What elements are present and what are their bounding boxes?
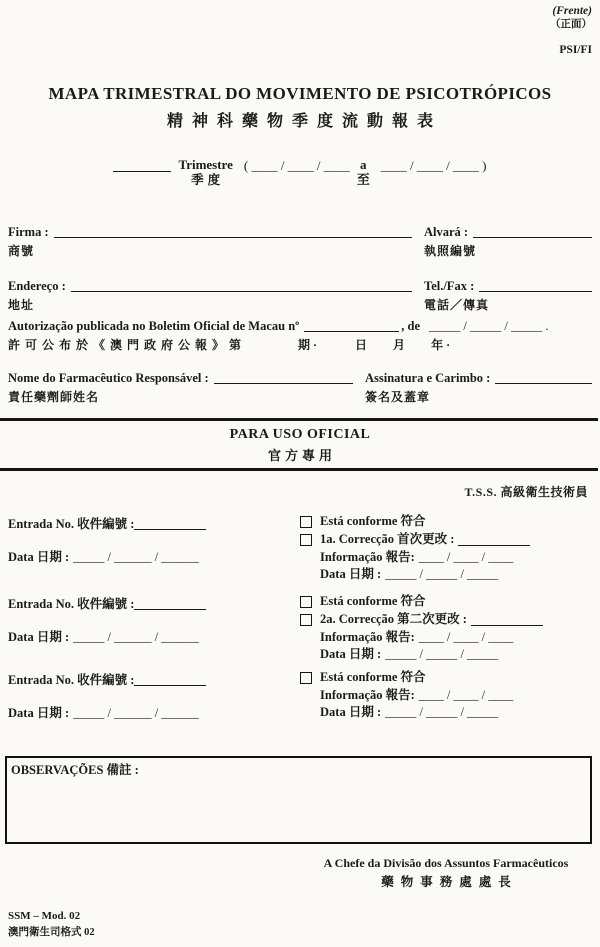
correction-1-label: 1a. Correcção 首次更改 : xyxy=(320,531,455,546)
endereco-field xyxy=(8,278,412,313)
firma-row xyxy=(8,224,592,259)
entry-date-blanks: _____ / ______ / ______ xyxy=(73,550,199,564)
checkbox-conforme-icon xyxy=(300,672,312,684)
entry-3-right xyxy=(300,670,594,723)
endereco-row xyxy=(8,278,592,313)
autorizacao-date-blanks: _____ / _____ / _____ . xyxy=(429,319,549,333)
trimestre-to-zh: 至 xyxy=(356,171,370,187)
form-model-footer xyxy=(8,908,95,940)
entry-date-label: Data 日期 : xyxy=(8,550,70,564)
trimestre-blank-line xyxy=(113,158,171,172)
chief-title-pt: A Chefe da Divisão dos Assuntos Farmacêuticos xyxy=(323,856,569,870)
autorizacao-zh-year: 年 · xyxy=(431,338,451,352)
tss-label: T.S.S. 高級衛生技術員 xyxy=(464,485,588,499)
page-title-zh: 精神科藥物季度流動報表 xyxy=(166,113,442,130)
signature-stamp-label-pt: Assinatura e Carimbo : xyxy=(365,371,491,385)
telfax-label-pt: Tel./Fax : xyxy=(424,279,475,293)
autorizacao-zh-prefix: 許可公布於《澳門政府公報》第 xyxy=(8,338,247,352)
pharmacist-row xyxy=(8,370,592,405)
telfax-blank-line xyxy=(479,278,592,292)
entrada-no-label: Entrada No. 收件編號 : xyxy=(8,517,135,531)
observacoes-box xyxy=(5,756,592,844)
alvara-blank-line xyxy=(473,224,592,238)
trimestre-to-pt: a xyxy=(359,157,367,172)
telfax-field xyxy=(424,278,592,313)
entry-1-right xyxy=(300,514,594,585)
endereco-label-pt: Endereço : xyxy=(8,279,66,293)
autorizacao-zh-issue: 期 · xyxy=(298,338,318,352)
entrada-no-blank xyxy=(134,516,206,530)
side-label-zh: （正面） xyxy=(550,19,592,31)
title-block xyxy=(0,84,600,131)
side-label-pt: (Frente) xyxy=(552,5,592,17)
firma-field xyxy=(8,224,412,259)
alvara-field xyxy=(424,224,592,259)
trimestre-range-start: ( ____ / ____ / ____ xyxy=(243,158,350,173)
conforme-label: Está conforme 符合 xyxy=(320,670,426,684)
divider-top xyxy=(0,418,598,421)
conforme-label: Está conforme 符合 xyxy=(320,594,426,608)
pharmacist-name-blank xyxy=(214,370,353,384)
entrada-no-blank xyxy=(134,596,206,610)
informacao-label: Informação 報告: xyxy=(320,629,415,644)
autorizacao-label-pt: Autorização publicada no Boletim Oficial de Macau nº xyxy=(8,319,300,333)
divider-bottom xyxy=(0,468,598,471)
chief-title-zh: 藥物事務處處長 xyxy=(381,874,518,889)
correction-2-label: 2a. Correcção 第二次更改 : xyxy=(320,611,467,626)
entry-date-blanks: _____ / ______ / ______ xyxy=(73,630,199,644)
entrada-no-blank xyxy=(134,672,206,686)
observacoes-label: OBSERVAÇÕES 備註 : xyxy=(11,763,139,777)
endereco-blank-line xyxy=(71,278,412,292)
autorizacao-zh-day: 日 xyxy=(355,338,368,352)
official-use-pt: PARA USO OFICIAL xyxy=(229,427,371,442)
right-date-blanks: _____ / _____ / _____ xyxy=(385,647,499,662)
official-use-zh: 官方專用 xyxy=(267,448,336,463)
right-date-blanks: _____ / _____ / _____ xyxy=(385,705,499,720)
correction-2-blank xyxy=(471,612,543,626)
firma-blank-line xyxy=(54,224,412,238)
entry-date-label: Data 日期 : xyxy=(8,706,70,720)
firma-label-pt: Firma : xyxy=(8,225,49,239)
signature-stamp-blank xyxy=(495,370,592,384)
autorizacao-zh-line xyxy=(8,336,592,353)
entry-date-blanks: _____ / ______ / ______ xyxy=(73,706,199,720)
correction-1-blank xyxy=(458,532,530,546)
right-date-blanks: _____ / _____ / _____ xyxy=(385,567,499,582)
checkbox-conforme-icon xyxy=(300,596,312,608)
entrada-no-label: Entrada No. 收件編號 : xyxy=(8,597,135,611)
checkbox-conforme-icon xyxy=(300,516,312,528)
informacao-label: Informação 報告: xyxy=(320,549,415,564)
entry-block-1 xyxy=(8,514,594,585)
entry-block-2 xyxy=(8,594,594,665)
pharmacist-name-field xyxy=(8,370,353,405)
form-code: PSI/FI xyxy=(559,43,592,56)
autorizacao-row xyxy=(8,318,592,353)
entry-date-label: Data 日期 : xyxy=(8,630,70,644)
alvara-label-pt: Alvará : xyxy=(424,225,469,239)
corner-block xyxy=(550,4,592,57)
entry-2-right xyxy=(300,594,594,665)
official-use-header xyxy=(0,427,600,464)
autorizacao-number-blank xyxy=(304,318,399,332)
endereco-label-zh: 地址 xyxy=(8,298,35,312)
trimestre-to-col xyxy=(357,158,370,188)
trimestre-range-end: ____ / ____ / ____ ) xyxy=(380,158,487,173)
informacao-label: Informação 報告: xyxy=(320,687,415,702)
signature-stamp-field xyxy=(365,370,592,405)
pharmacist-name-label-zh: 責任藥劑師姓名 xyxy=(8,390,100,404)
trimestre-label-col xyxy=(178,158,232,188)
right-date-label: Data 日期 : xyxy=(320,647,382,662)
trimestre-label-pt: Trimestre xyxy=(178,157,233,172)
form-model-pt: SSM – Mod. 02 xyxy=(8,910,81,922)
checkbox-correction-1-icon xyxy=(300,534,312,546)
informacao-date-blanks: ____ / ____ / ____ xyxy=(418,549,514,564)
telfax-label-zh: 電話／傳真 xyxy=(424,298,490,312)
alvara-label-zh: 執照編號 xyxy=(424,244,477,258)
entry-block-3 xyxy=(8,670,594,723)
right-date-label: Data 日期 : xyxy=(320,705,382,720)
autorizacao-de: , de xyxy=(401,319,421,333)
firma-label-zh: 商號 xyxy=(8,244,35,258)
trimestre-row xyxy=(0,158,600,188)
checkbox-correction-2-icon xyxy=(300,614,312,626)
conforme-label: Está conforme 符合 xyxy=(320,514,426,528)
chief-signature-block xyxy=(300,856,592,890)
right-date-label: Data 日期 : xyxy=(320,567,382,582)
entry-2-left xyxy=(8,594,300,665)
informacao-date-blanks: ____ / ____ / ____ xyxy=(418,687,514,702)
trimestre-label-zh: 季度 xyxy=(191,172,225,187)
entry-1-left xyxy=(8,514,300,585)
pharmacist-name-label-pt: Nome do Farmacêutico Responsável : xyxy=(8,371,209,385)
form-model-zh: 澳門衛生司格式 02 xyxy=(8,926,95,938)
entry-3-left xyxy=(8,670,300,723)
entrada-no-label: Entrada No. 收件編號 : xyxy=(8,673,135,687)
signature-stamp-label-zh: 簽名及蓋章 xyxy=(365,390,431,404)
informacao-date-blanks: ____ / ____ / ____ xyxy=(418,629,514,644)
autorizacao-zh-month: 月 xyxy=(393,338,406,352)
page-title-pt: MAPA TRIMESTRAL DO MOVIMENTO DE PSICOTRÓPICOS xyxy=(48,84,552,103)
